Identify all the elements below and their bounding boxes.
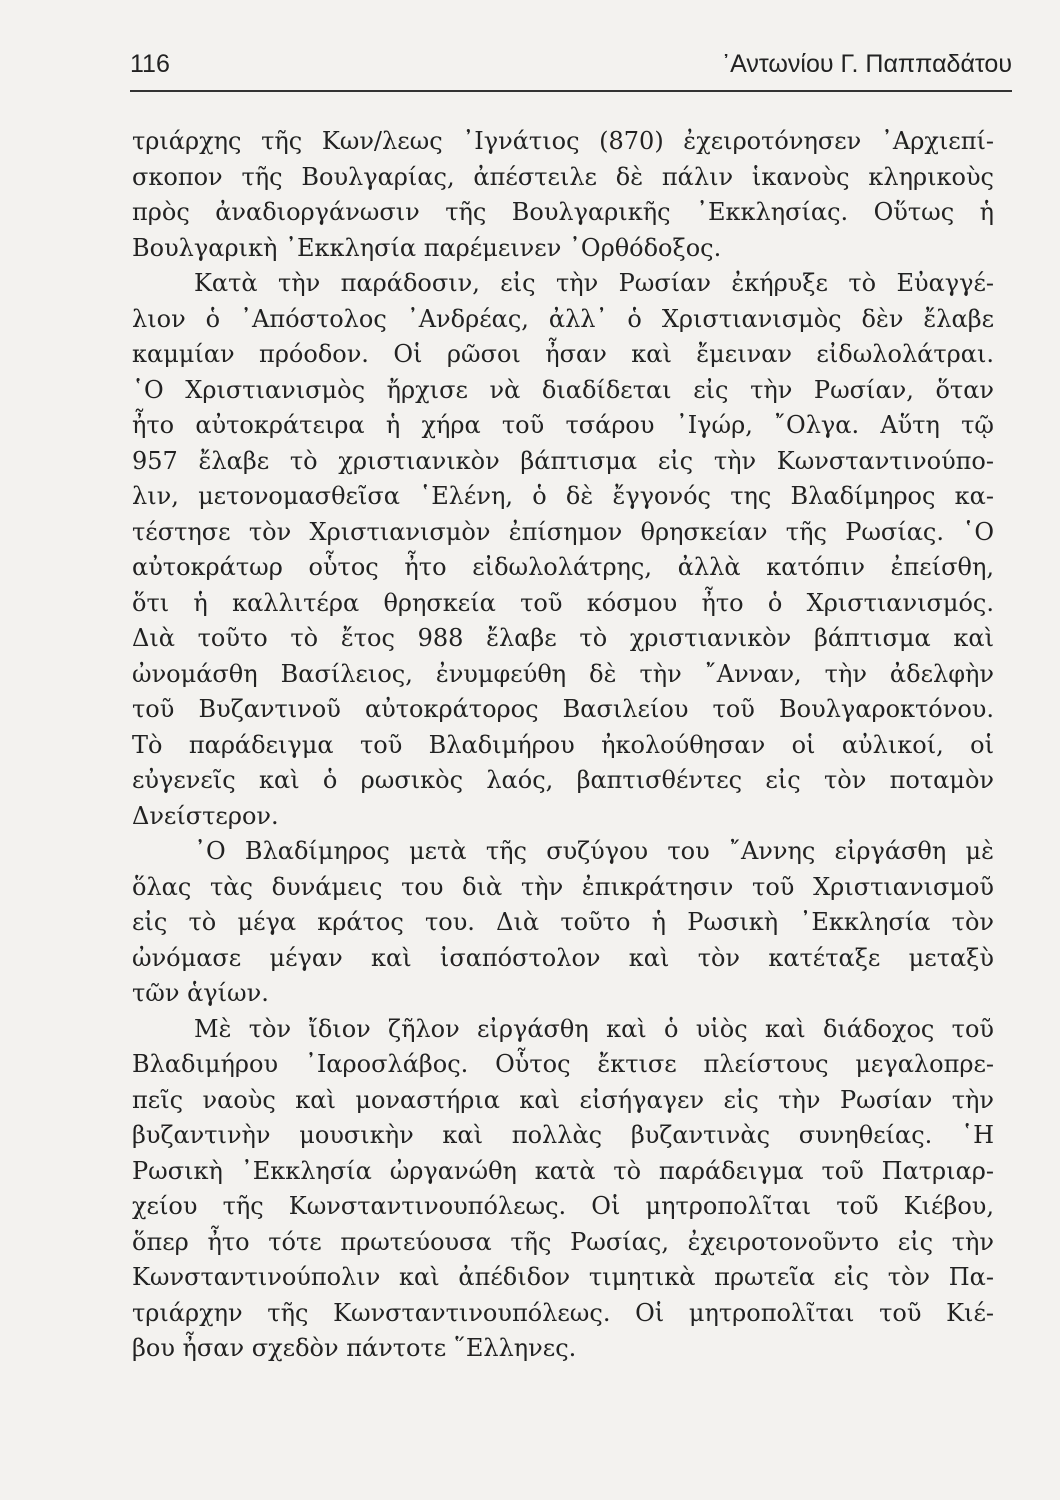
text-line: πρὸς ἀναδιοργάνωσιν τῆς Βουλγαρικῆς ᾿Εκκλησίας. Οὕτως ἡ [132, 198, 994, 226]
text-line: τριάρχης τῆς Κων/λεως ᾿Ιγνάτιος (870) ἐχειροτόνησεν ᾿Αρχιεπί- [132, 127, 994, 155]
text-line: Κωνσταντινούπολιν καὶ ἀπέδιδον τιμητικὰ πρωτεῖα εἰς τὸν Πα- [132, 1263, 994, 1291]
text-line: βυζαντινὴν μουσικὴν καὶ πολλὰς βυζαντινὰς συνηθείας. ῾Η [132, 1121, 994, 1149]
text-line: τριάρχην τῆς Κωνσταντινουπόλεως. Οἱ μητροπολῖται τοῦ Κιέ- [132, 1298, 994, 1327]
text-line: ὅτι ἡ καλλιτέρα θρησκεία τοῦ κόσμου ἦτο ὁ Χριστιανισμός. [132, 588, 994, 617]
text-line: τῶν ἁγίων. [132, 979, 269, 1007]
page-number: 116 [130, 50, 170, 78]
text-line: πεῖς ναοὺς καὶ μοναστήρια καὶ εἰσήγαγεν εἰς τὴν Ρωσίαν τὴν [132, 1085, 994, 1114]
text-line: λιν, μετονομασθεῖσα ῾Ελένη, ὁ δὲ ἔγγονός της Βλαδίμηρος κα- [132, 482, 994, 510]
text-line: ὅλας τὰς δυνάμεις του διὰ τὴν ἐπικράτησιν τοῦ Χριστιανισμοῦ [132, 872, 994, 901]
text-line: εἰς τὸ μέγα κράτος του. Διὰ τοῦτο ἡ Ρωσικὴ ᾿Εκκλησία τὸν [132, 908, 994, 936]
text-line: Βλαδιμήρου ᾿Ιαροσλάβος. Οὗτος ἔκτισε πλείστους μεγαλοπρε- [132, 1050, 994, 1078]
text-line: ὠνομάσθη Βασίλειος, ἐνυμφεύθη δὲ τὴν ῎Ανναν, τὴν ἀδελφὴν [132, 659, 994, 688]
text-line: Κατὰ τὴν παράδοσιν, εἰς τὴν Ρωσίαν ἐκήρυξε τὸ Εὐαγγέ- [194, 269, 994, 297]
text-line: σκοπον τῆς Βουλγαρίας, ἀπέστειλε δὲ πάλιν ἱκανοὺς κληρικοὺς [132, 162, 994, 191]
body-text [132, 124, 994, 1367]
text-line: καμμίαν πρόοδον. Οἱ ρῶσοι ἦσαν καὶ ἔμειναν εἰδωλολάτραι. [132, 340, 994, 368]
text-line: χείου τῆς Κωνσταντινουπόλεως. Οἱ μητροπολῖται τοῦ Κιέβου, [132, 1192, 994, 1220]
text-line: Βουλγαρικὴ ᾿Εκκλησία παρέμεινεν ᾿Ορθόδοξος. [132, 233, 722, 262]
text-line: τοῦ Βυζαντινοῦ αὐτοκράτορος Βασιλείου τοῦ Βουλγαροκτόνου. [132, 695, 994, 723]
running-head: ᾿Αντωνίου Γ. Παππαδάτου [721, 50, 1012, 78]
text-line: τέστησε τὸν Χριστιανισμὸν ἐπίσημον θρησκείαν τῆς Ρωσίας. ῾Ο [132, 517, 994, 546]
text-line: ὅπερ ἦτο τότε πρωτεύουσα τῆς Ρωσίας, ἐχειροτονοῦντο εἰς τὴν [132, 1227, 994, 1256]
text-line: ᾿Ο Βλαδίμηρος μετὰ τῆς συζύγου του ῎Αννης εἰργάσθη μὲ [194, 837, 994, 865]
text-line: ὠνόμασε μέγαν καὶ ἰσαπόστολον καὶ τὸν κατέταξε μεταξὺ [132, 943, 994, 972]
text-line: Ρωσικὴ ᾿Εκκλησία ὠργανώθη κατὰ τὸ παράδειγμα τοῦ Πατριαρ- [132, 1156, 994, 1185]
text-line: εὐγενεῖς καὶ ὁ ρωσικὸς λαός, βαπτισθέντες εἰς τὸν ποταμὸν [132, 766, 994, 794]
text-line: Μὲ τὸν ἴδιον ζῆλον εἰργάσθη καὶ ὁ υἱὸς καὶ διάδοχος τοῦ [194, 1014, 994, 1043]
text-line: ῾Ο Χριστιανισμὸς ἤρχισε νὰ διαδίδεται εἰς τὴν Ρωσίαν, ὅταν [132, 375, 994, 404]
text-line: αὐτοκράτωρ οὗτος ἦτο εἰδωλολάτρης, ἀλλὰ κατόπιν ἐπείσθη, [132, 553, 994, 581]
text-line: Δνείστερον. [132, 801, 279, 830]
text-line: ἦτο αὐτοκράτειρα ἡ χήρα τοῦ τσάρου ᾿Ιγώρ, ῎Ολγα. Αὕτη τῷ [132, 411, 994, 439]
text-line: βου ἦσαν σχεδὸν πάντοτε ῞Ελληνες. [132, 1334, 577, 1362]
text-line: Τὸ παράδειγμα τοῦ Βλαδιμήρου ἠκολούθησαν οἱ αὐλικοί, οἱ [132, 730, 994, 759]
page-header [130, 40, 1012, 92]
text-line: λιον ὁ ᾿Απόστολος ᾿Ανδρέας, ἀλλ᾿ ὁ Χριστιανισμὸς δὲν ἔλαβε [132, 304, 994, 333]
text-line: Διὰ τοῦτο τὸ ἔτος 988 ἔλαβε τὸ χριστιανικὸν βάπτισμα καὶ [132, 624, 994, 652]
text-line: 957 ἔλαβε τὸ χριστιανικὸν βάπτισμα εἰς τὴν Κωνσταντινούπο- [132, 446, 994, 475]
